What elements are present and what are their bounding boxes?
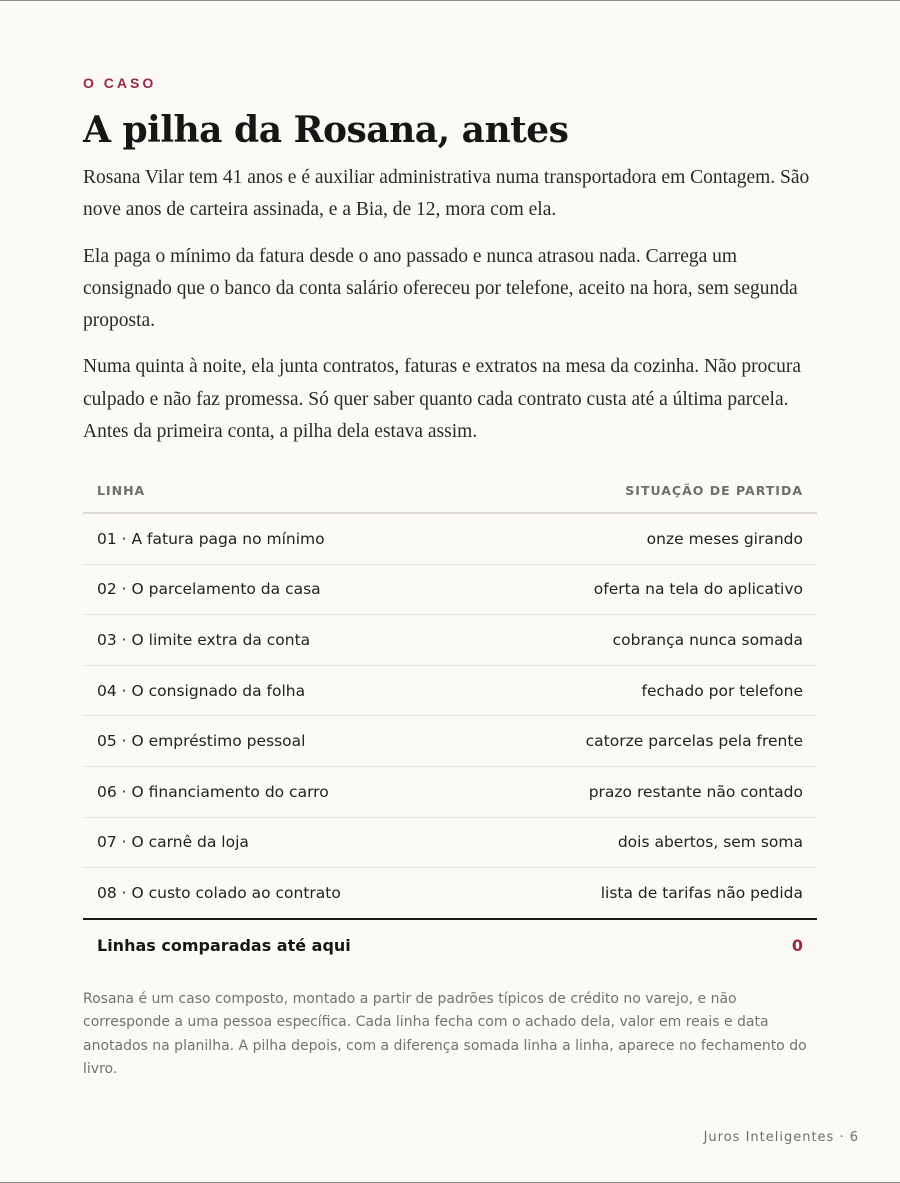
row-status: lista de tarifas não pedida bbox=[600, 883, 803, 902]
table-row bbox=[83, 666, 817, 717]
table-total-row bbox=[83, 918, 817, 972]
table-row bbox=[83, 514, 817, 565]
row-label: 02 · O parcelamento da casa bbox=[97, 580, 321, 599]
row-label: 01 · A fatura paga no mínimo bbox=[97, 529, 325, 548]
row-label: 03 · O limite extra da conta bbox=[97, 630, 311, 649]
table-row bbox=[83, 565, 817, 616]
row-status: cobrança nunca somada bbox=[612, 630, 803, 649]
row-label: 08 · O custo colado ao contrato bbox=[97, 883, 341, 902]
row-label: 07 · O carnê da loja bbox=[97, 833, 249, 852]
row-status: fechado por telefone bbox=[641, 681, 803, 700]
row-label: 05 · O empréstimo pessoal bbox=[97, 732, 306, 751]
table-row bbox=[83, 767, 817, 818]
debt-lines-table bbox=[83, 469, 817, 972]
total-label: Linhas comparadas até aqui bbox=[97, 936, 351, 956]
table-row bbox=[83, 818, 817, 869]
row-status: catorze parcelas pela frente bbox=[585, 732, 803, 751]
paragraph-2: Ela paga o mínimo da fatura desde o ano passado e nunca atrasou nada. Carrega um consignado que o banco da conta salário ofereceu por telefone, aceito na hora, sem segunda proposta. bbox=[83, 245, 798, 332]
section-label: O CASO bbox=[83, 75, 157, 91]
disclaimer-note: Rosana é um caso composto, montado a partir de padrões típicos de crédito no varejo, e não corresponde a uma pessoa específica. Cada linha fecha com o achado dela, valor em reais e data anotados na planilha. A pilha depois, com a diferença somada linha a linha, aparece no fechamento do livro. bbox=[83, 991, 807, 1077]
row-status: prazo restante não contado bbox=[588, 782, 803, 801]
row-status: onze meses girando bbox=[646, 529, 803, 548]
column-header-status: SITUAÇÃO DE PARTIDA bbox=[625, 483, 803, 498]
page-title: A pilha da Rosana, antes bbox=[83, 109, 569, 151]
table-row bbox=[83, 716, 817, 767]
row-label: 04 · O consignado da folha bbox=[97, 681, 306, 700]
table-header bbox=[83, 469, 817, 514]
row-status: dois abertos, sem soma bbox=[617, 833, 803, 852]
table-row bbox=[83, 615, 817, 666]
column-header-line: LINHA bbox=[97, 483, 146, 498]
paragraph-1: Rosana Vilar tem 41 anos e é auxiliar administrativa numa transportadora em Contagem. São nove anos de carteira assinada, e a Bia, de 12, mora com ela. bbox=[83, 167, 810, 221]
row-label: 06 · O financiamento do carro bbox=[97, 782, 329, 801]
paragraph-3: Numa quinta à noite, ela junta contratos, faturas e extratos na mesa da cozinha. Não procura culpado e não faz promessa. Só quer saber quanto cada contrato custa até a última parcela. Antes da primeira conta, a pilha dela estava assim. bbox=[83, 356, 801, 443]
body-text bbox=[83, 162, 817, 462]
page-footer: Juros Inteligentes · 6 bbox=[703, 1130, 859, 1145]
table-row bbox=[83, 868, 817, 918]
table-body bbox=[83, 514, 817, 918]
total-value: 0 bbox=[791, 936, 803, 956]
row-status: oferta na tela do aplicativo bbox=[593, 580, 803, 599]
